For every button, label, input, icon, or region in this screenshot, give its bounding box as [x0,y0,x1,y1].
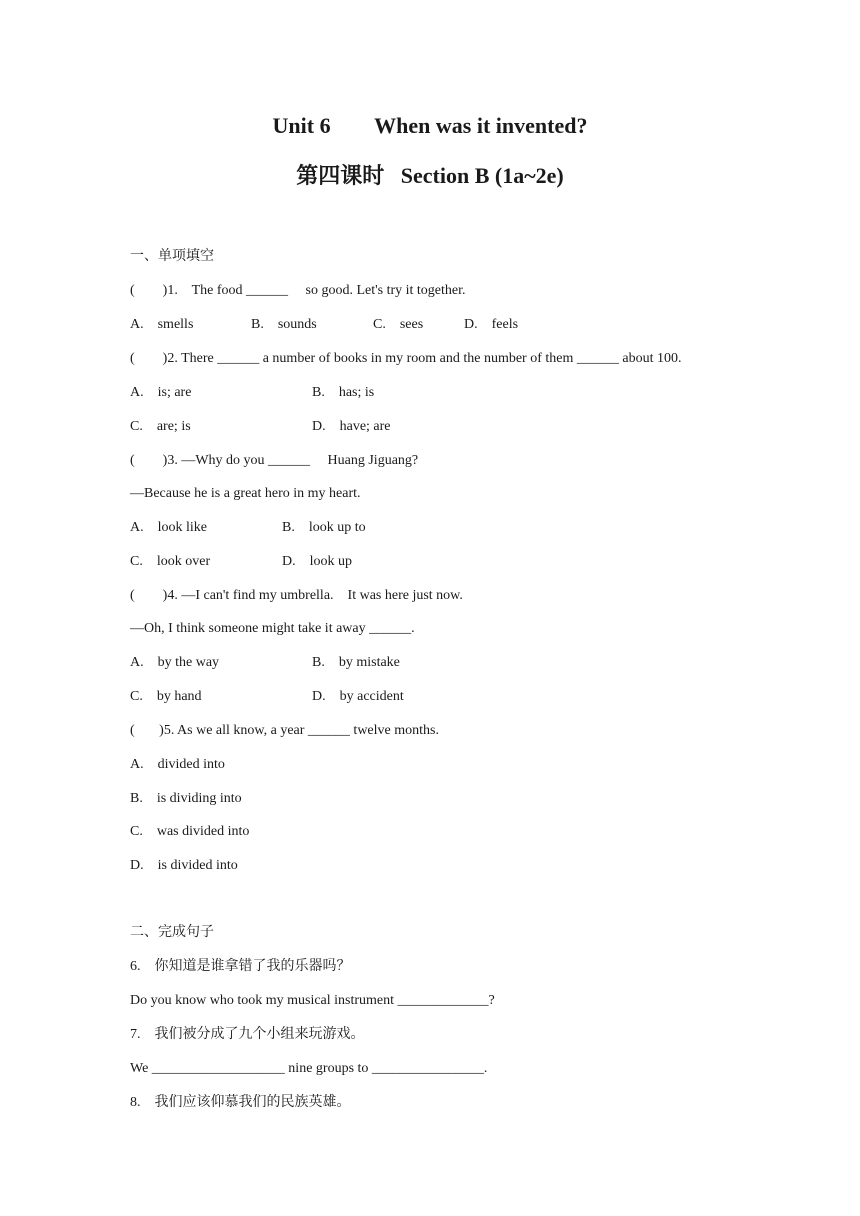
section2-heading: 二、完成句子 [130,925,214,940]
q2-stem: ( )2. There ______ a number of books in my room and the number of them ______ about 100. [130,351,682,366]
q7-chinese: 7. 我们被分成了九个小组来玩游戏。 [130,1027,365,1042]
q6-chinese: 6. 你知道是谁拿错了我的乐器吗？ [130,959,351,974]
q3-option-d: D. look up [282,554,352,569]
q2-option-b: B. has; is [312,385,375,400]
q1-option-d: D. feels [464,317,519,332]
section1-heading: 一、单项填空 [130,249,214,264]
q4-option-d: D. by accident [312,689,404,704]
q3-option-b: B. look up to [282,520,366,535]
q3-option-c: C. look over [130,554,211,569]
q3-option-a: A. look like [130,520,207,535]
q4-option-a: A. by the way [130,655,220,670]
q1-option-a: A. smells [130,317,194,332]
q2-option-a: A. is; are [130,385,192,400]
q5-option-b: B. is dividing into [130,791,242,806]
q5-option-d: D. is divided into [130,858,238,873]
q4-option-c: C. by hand [130,689,202,704]
q2-option-c: C. are; is [130,419,191,434]
q4-option-b: B. by mistake [312,655,400,670]
q4-reply: —Oh, I think someone might take it away ______. [130,621,415,636]
page-subtitle: 第四课时 Section B (1a~2e) [296,163,564,188]
q3-reply: —Because he is a great hero in my heart. [130,486,361,501]
q7-english: We ___________________ nine groups to ________________. [130,1061,488,1076]
q5-option-a: A. divided into [130,757,225,772]
q3-stem: ( )3. —Why do you ______ Huang Jiguang? [130,453,419,468]
q6-english: Do you know who took my musical instrument _____________? [130,993,495,1008]
q1-option-b: B. sounds [251,317,317,332]
page-title: Unit 6 When was it invented? [272,113,588,138]
q5-option-c: C. was divided into [130,824,250,839]
q1-option-c: C. sees [373,317,424,332]
q8-chinese: 8. 我们应该仰慕我们的民族英雄。 [130,1095,351,1110]
q1-stem: ( )1. The food ______ so good. Let's try it together. [130,283,466,298]
q5-stem: ( )5. As we all know, a year ______ twelve months. [130,723,439,738]
q2-option-d: D. have; are [312,419,391,434]
q4-stem: ( )4. —I can't find my umbrella. It was here just now. [130,588,463,603]
